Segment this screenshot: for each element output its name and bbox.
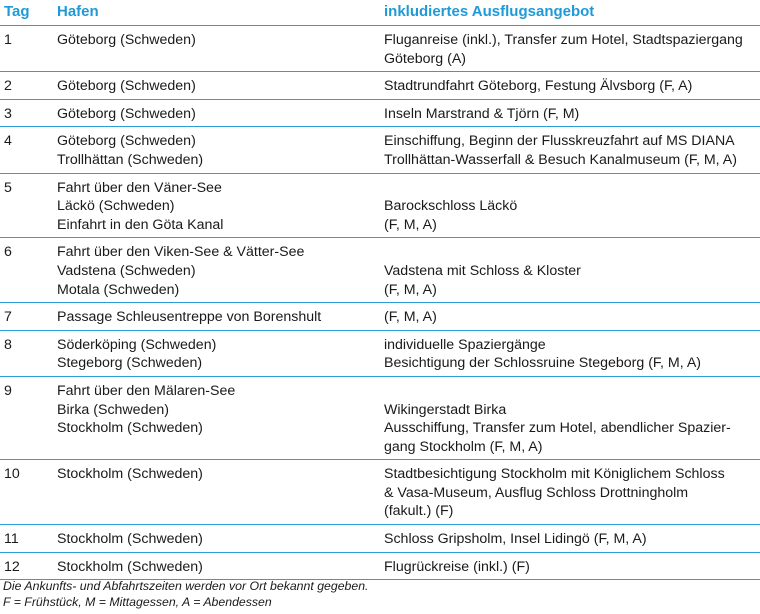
excursion-line: gang Stockholm (F, M, A) [384, 438, 543, 455]
excursion-cell [380, 303, 760, 331]
day-cell: 6 [0, 238, 53, 303]
day-cell: 4 [0, 127, 53, 173]
port-line: Göteborg (Schweden) [57, 78, 196, 95]
port-line: Vadstena (Schweden) [57, 262, 196, 279]
excursion-line: Göteborg (A) [384, 50, 467, 67]
excursion-cell [380, 376, 760, 459]
table-row [0, 173, 760, 238]
table-row [0, 525, 760, 553]
day-cell: 3 [0, 99, 53, 127]
excursion-spacer [384, 382, 756, 401]
excursion-cell [380, 460, 760, 525]
table-row [0, 552, 760, 580]
port-cell [53, 552, 380, 580]
port-line: Motala (Schweden) [57, 281, 180, 298]
table-row [0, 460, 760, 525]
table-row [0, 127, 760, 173]
excursion-line: Trollhättan-Wasserfall & Besuch Kanalmuseum (F, M, A) [384, 151, 737, 168]
port-cell [53, 99, 380, 127]
excursion-line: (F, M, A) [384, 309, 437, 326]
port-cell [53, 376, 380, 459]
port-line: Stegeborg (Schweden) [57, 355, 203, 372]
excursion-cell [380, 330, 760, 376]
port-cell [53, 460, 380, 525]
port-line: Birka (Schweden) [57, 401, 169, 418]
header-day: Tag [0, 0, 53, 26]
excursion-line: Wikingerstadt Birka [384, 401, 507, 418]
excursion-line: (fakult.) (F) [384, 503, 454, 520]
port-cell [53, 127, 380, 173]
day-cell: 8 [0, 330, 53, 376]
excursion-cell [380, 173, 760, 238]
port-line: Läckö (Schweden) [57, 198, 175, 215]
table-row [0, 330, 760, 376]
day-cell: 5 [0, 173, 53, 238]
day-cell: 2 [0, 72, 53, 100]
excursion-line: Stadtbesichtigung Stockholm mit Königlichem Schloss [384, 466, 725, 483]
header-row [0, 0, 760, 26]
excursion-cell [380, 525, 760, 553]
excursion-line: Vadstena mit Schloss & Kloster [384, 262, 581, 279]
day-cell: 7 [0, 303, 53, 331]
excursion-line: Schloss Gripsholm, Insel Lidingö (F, M, A) [384, 531, 647, 548]
port-line: Göteborg (Schweden) [57, 32, 196, 48]
excursion-cell [380, 238, 760, 303]
table-row [0, 72, 760, 100]
port-line: Stockholm (Schweden) [57, 531, 203, 548]
port-line: Stockholm (Schweden) [57, 420, 203, 437]
header-excursions: inkludiertes Ausflugsangebot [380, 0, 760, 26]
day-cell: 10 [0, 460, 53, 525]
port-line: Stockholm (Schweden) [57, 466, 203, 483]
port-line: Passage Schleusentreppe von Borenshult [57, 309, 322, 326]
excursion-line: Ausschiffung, Transfer zum Hotel, abendlicher Spazier- [384, 420, 731, 437]
excursion-line: (F, M, A) [384, 216, 437, 233]
excursion-spacer [384, 179, 756, 198]
day-cell: 1 [0, 26, 53, 72]
excursion-cell [380, 26, 760, 72]
port-cell [53, 238, 380, 303]
port-cell [53, 303, 380, 331]
footnote-times: Die Ankunfts- und Abfahrtszeiten werden vor Ort bekannt gegeben. [3, 579, 369, 593]
footnotes [0, 578, 760, 610]
excursion-spacer [384, 243, 756, 262]
excursion-cell [380, 72, 760, 100]
excursion-cell [380, 99, 760, 127]
port-line: Stockholm (Schweden) [57, 558, 203, 575]
excursion-line: Fluganreise (inkl.), Transfer zum Hotel, Stadtspaziergang [384, 32, 743, 48]
table-row [0, 303, 760, 331]
port-line: Einfahrt in den Göta Kanal [57, 216, 224, 233]
excursion-line: & Vasa-Museum, Ausflug Schloss Drottningholm [384, 484, 689, 501]
port-line: Göteborg (Schweden) [57, 105, 196, 122]
footnote-meals-legend: F = Frühstück, M = Mittagessen, A = Abendessen [3, 595, 272, 609]
port-line: Fahrt über den Väner-See [57, 179, 222, 196]
port-cell [53, 330, 380, 376]
excursion-line: (F, M, A) [384, 281, 437, 298]
port-line: Trollhättan (Schweden) [57, 151, 204, 168]
port-cell [53, 26, 380, 72]
port-cell [53, 173, 380, 238]
excursion-cell [380, 552, 760, 580]
header-port: Hafen [53, 0, 380, 26]
day-cell: 9 [0, 376, 53, 459]
port-cell [53, 525, 380, 553]
table-row [0, 26, 760, 72]
excursion-line: Stadtrundfahrt Göteborg, Festung Älvsborg (F, A) [384, 78, 693, 95]
excursion-line: Besichtigung der Schlossruine Stegeborg (F, M, A) [384, 355, 702, 372]
port-line: Söderköping (Schweden) [57, 336, 217, 353]
excursion-line: individuelle Spaziergänge [384, 336, 546, 353]
day-cell: 11 [0, 525, 53, 553]
excursion-cell [380, 127, 760, 173]
table-row [0, 99, 760, 127]
excursion-line: Barockschloss Läckö [384, 198, 518, 215]
excursion-line: Flugrückreise (inkl.) (F) [384, 558, 530, 575]
port-line: Göteborg (Schweden) [57, 133, 196, 150]
port-line: Fahrt über den Viken-See & Vätter-See [57, 244, 305, 261]
port-line: Fahrt über den Mälaren-See [57, 382, 236, 399]
excursion-line: Einschiffung, Beginn der Flusskreuzfahrt auf MS DIANA [384, 133, 735, 150]
table-body [0, 26, 760, 580]
day-cell: 12 [0, 552, 53, 580]
port-cell [53, 72, 380, 100]
table-row [0, 238, 760, 303]
table-row [0, 376, 760, 459]
table-header [0, 0, 760, 26]
excursion-line: Inseln Marstrand & Tjörn (F, M) [384, 105, 580, 122]
